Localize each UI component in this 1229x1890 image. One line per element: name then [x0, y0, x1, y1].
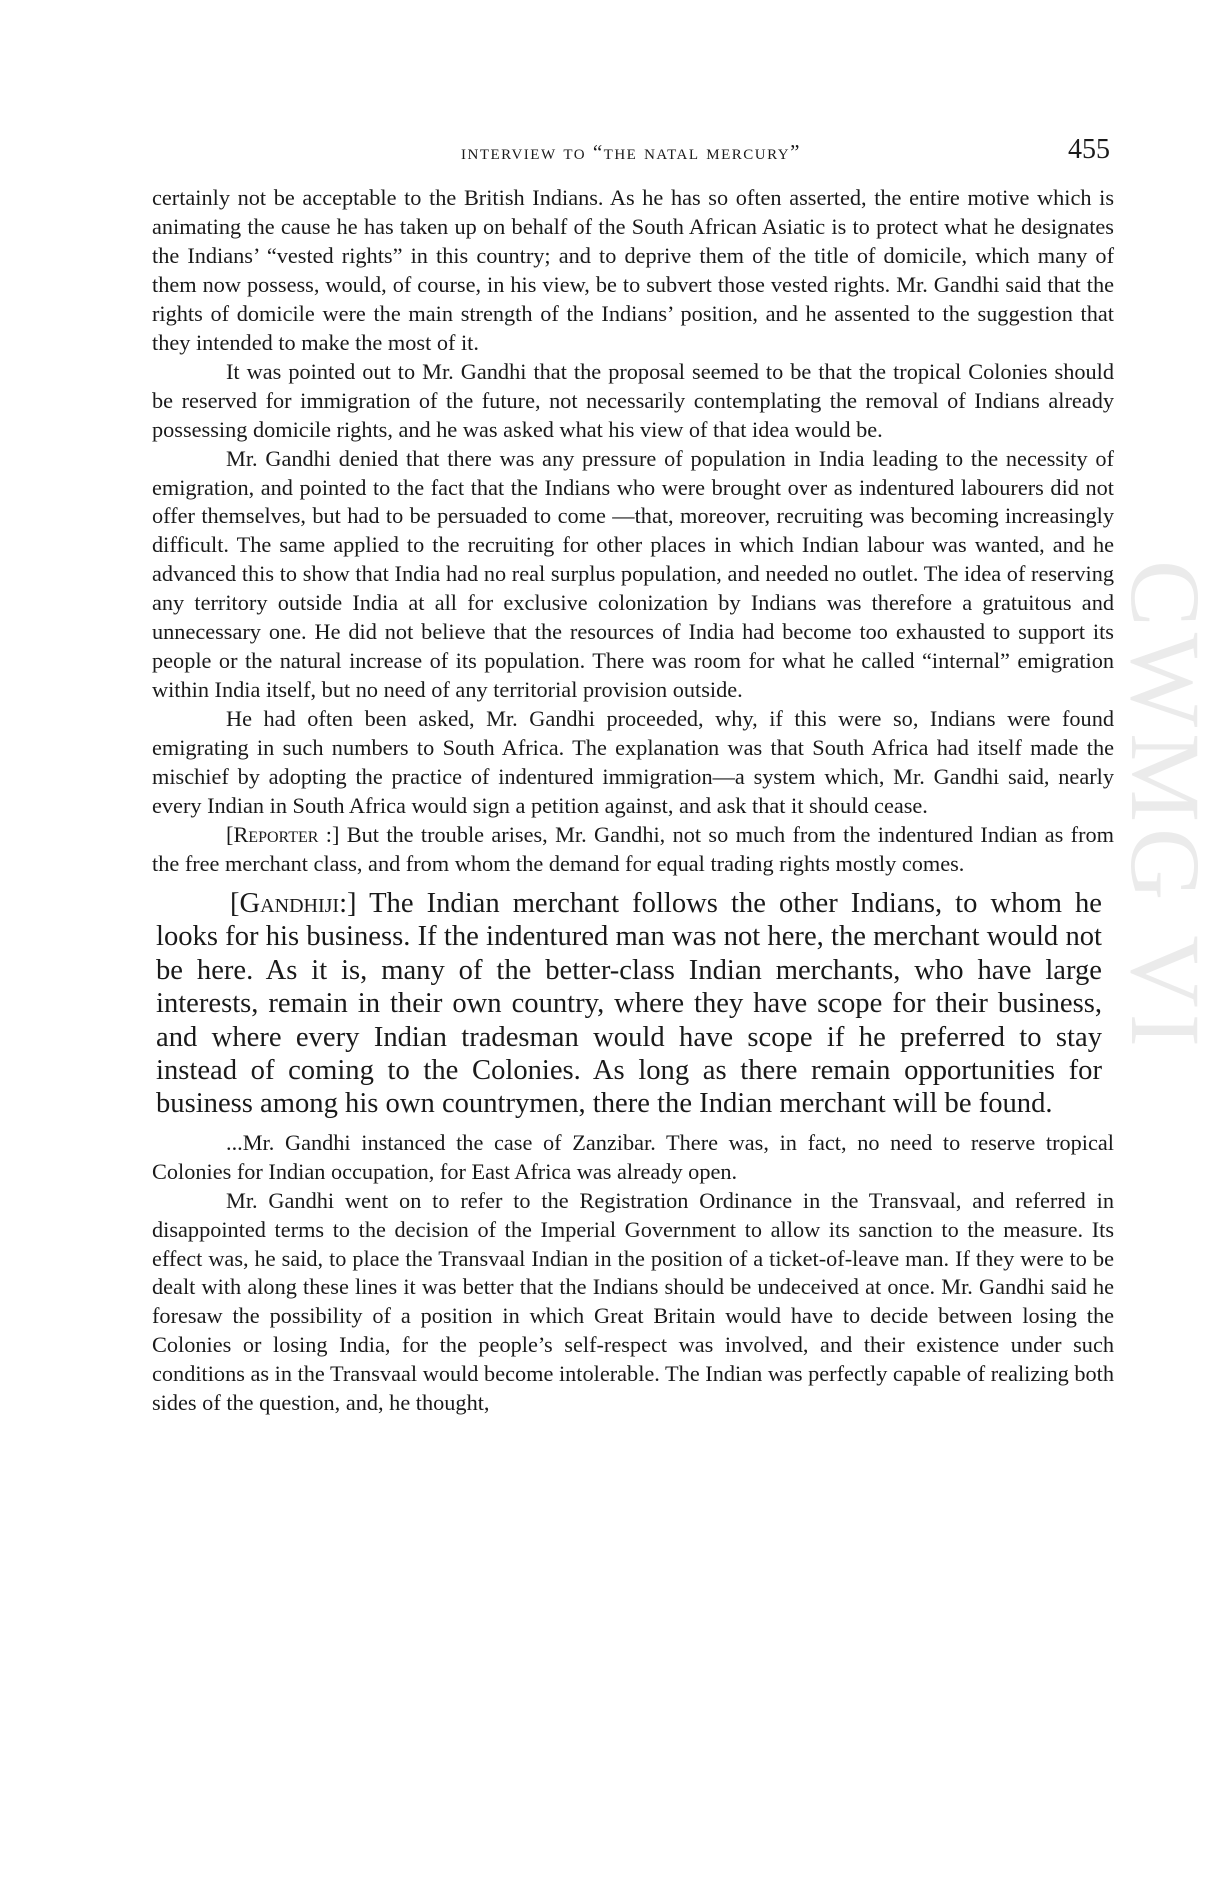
speaker-bracket-open: [	[226, 821, 234, 847]
reporter-question-text: But the trouble arises, Mr. Gandhi, not so much from the indentured Indian as from the free merchant class, and from whom the demand for equal trading rights mostly comes.	[152, 821, 1114, 876]
speaker-gandhiji: Gandhiji	[239, 887, 340, 919]
page-number: 455	[1068, 134, 1110, 165]
paragraph-registration-ordinance: Mr. Gandhi went on to refer to the Registration Ordinance in the Transvaal, and referred in disappointed terms to the decision of the Imperial Government to allow its sanction to the measure. Its effect was, he said, to place the Transvaal Indian in the position of a ticket-of-leave man. If they were to be dealt with along these lines it was better that the Indians should be undeceived at once. Mr. Gandhi said he foresaw the possibility of a position in which Great Britain would have to decide between losing the Colonies or losing India, for the people’s self-respect was involved, and their existence under such conditions as in the Transvaal would become intolerable. The Indian was perfectly capable of realizing both sides of the question, and, he thought,	[152, 1187, 1114, 1416]
watermark	[1110, 560, 1221, 1360]
speaker-bracket-close: :]	[318, 821, 340, 847]
speaker-bracket-close: :]	[339, 887, 357, 919]
watermark-text: CWMG VI	[1110, 560, 1221, 1053]
gandhiji-answer-text: The Indian merchant follows the other Indians, to whom he looks for his business. If the indentured man was not here, the merchant would not be here. As it is, many of the better-class Indian merchants, who have large interests, remain in their own country, where they have scope for their business, and where every Indian tradesman would have scope if he preferred to stay instead of coming to the Colonies. As long as there remain opportunities for business among his own countrymen, there the Indian merchant will be found.	[156, 887, 1102, 1120]
paragraph-emigration-explanation: He had often been asked, Mr. Gandhi proceeded, why, if this were so, Indians were found emigrating in such numbers to South Africa. The explanation was that South Africa had itself made the mischief by adopting the practice of indentured immigration—a system which, Mr. Gandhi said, nearly every Indian in South Africa would sign a petition against, and ask that it should cease.	[152, 706, 1114, 819]
paragraph-population-pressure: Mr. Gandhi denied that there was any pressure of population in India leading to the necessity of emigration, and pointed to the fact that the Indians who were brought over as indentured labourers did not offer themselves, but had to be persuaded to come —that, moreover, recruiting was becoming increasingly difficult. The same applied to the recruiting for other places in which Indian labour was wanted, and he advanced this to show that India had no real surplus population, and needed no outlet. The idea of reserving any territory outside India at all for exclusive colonization by Indians was therefore a gratuitous and unnecessary one. He did not believe that the resources of India had become too exhausted to support its people or the natural increase of its population. There was room for what he called “internal” emigration within India itself, but no need of any territorial provision outside.	[152, 445, 1114, 703]
paragraph-reporter-question	[152, 821, 1114, 879]
running-head	[152, 134, 1110, 174]
speaker-reporter: Reporter	[233, 821, 319, 847]
paragraph-gandhiji-answer	[152, 887, 1114, 1121]
paragraph-tropical-colonies: It was pointed out to Mr. Gandhi that the proposal seemed to be that the tropical Colonies should be reserved for immigration of the future, not necessarily contemplating the removal of Indians already possessing domicile rights, and he was asked what his view of that idea would be.	[152, 358, 1114, 442]
paragraph-continuation: certainly not be acceptable to the British Indians. As he has so often asserted, the entire motive which is animating the cause he has taken up on behalf of the South African Asiatic is to protect what he designates the Indians’ “vested rights” in this country; and to deprive them of the title of domicile, which many of them now possess, would, of course, in his view, be to subvert those vested rights. Mr. Gandhi said that the rights of domicile were the main strength of the Indians’ position, and he assented to the suggestion that they intended to make the most of it.	[152, 185, 1114, 355]
speaker-bracket-open: [	[230, 887, 240, 919]
running-title: interview to “the natal mercury”	[461, 140, 801, 164]
paragraph-zanzibar: ...Mr. Gandhi instanced the case of Zanzibar. There was, in fact, no need to reserve tropical Colonies for Indian occupation, for East Africa was already open.	[152, 1129, 1114, 1184]
body-text	[152, 184, 1114, 1418]
